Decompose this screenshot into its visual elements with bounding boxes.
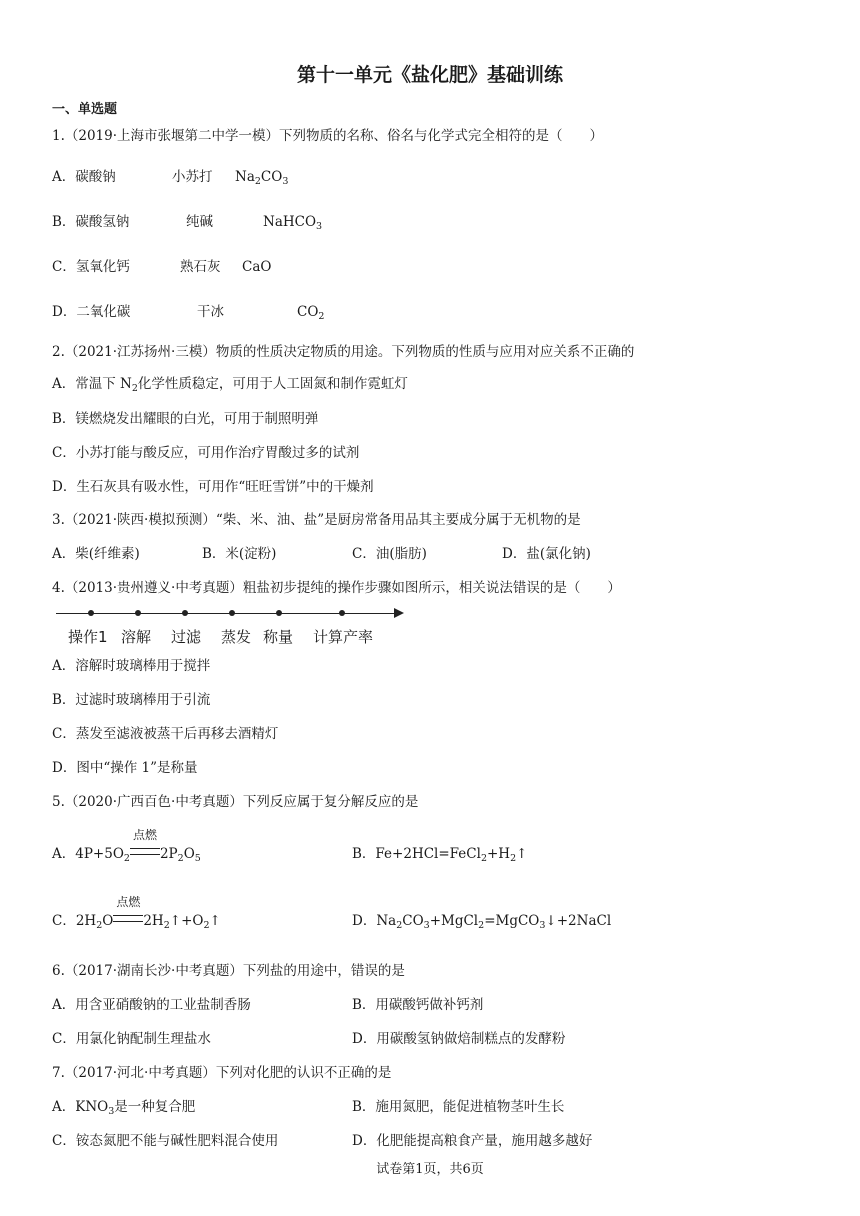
q3-option-a[interactable]: A．柴(纤维素) — [52, 546, 140, 562]
q6-option-d[interactable]: D．用碳酸氢钠做焙制糕点的发酵粉 — [352, 1031, 566, 1047]
section-heading: 一、单选题 — [52, 102, 118, 117]
flow-dot — [276, 610, 282, 616]
flow-step-label: 操作1 — [68, 628, 108, 646]
flow-arrow-line — [56, 613, 396, 614]
q5-option-a[interactable]: A．$4P+5O_2$ 点燃 $2P_2O_5$ — [52, 828, 201, 864]
q5-option-d[interactable]: D．$Na_2CO_3+MgCl_2=MgCO_3↓+2NaCl$ — [352, 913, 612, 931]
q5-option-b[interactable]: B．$Fe+2HCl=FeCl_2+H_2↑$ — [352, 846, 528, 864]
reaction-condition: 点燃 — [113, 912, 143, 930]
flow-dot — [135, 610, 141, 616]
q6-option-b[interactable]: B．用碳酸钙做补钙剂 — [352, 997, 484, 1013]
q2-option-b[interactable]: B．镁燃烧发出耀眼的白光，可用于制照明弹 — [52, 411, 319, 427]
q1-option-c-common-name: 熟石灰 — [180, 259, 221, 275]
flow-step-label: 过滤 — [171, 628, 202, 646]
q3-option-c[interactable]: C．油(脂肪) — [352, 546, 427, 562]
q2-option-a[interactable]: A．常温下 $N_2$化学性质稳定，可用于人工固氮和制作霓虹灯 — [52, 376, 408, 394]
q1-option-b-formula: NaHCO$_3$ — [263, 214, 323, 232]
q4-option-d[interactable]: D．图中“操作 1”是称量 — [52, 760, 198, 776]
flow-step-label: 计算产率 — [313, 628, 374, 646]
q1-option-a-common-name: 小苏打 — [172, 169, 213, 185]
q2-option-c[interactable]: C．小苏打能与酸反应，可用作治疗胃酸过多的试剂 — [52, 445, 360, 461]
question-1-stem: 1.（2019·上海市张堰第二中学一模）下列物质的名称、俗名与化学式完全相符的是（ ） — [52, 128, 604, 144]
q2-option-d[interactable]: D．生石灰具有吸水性，可用作“旺旺雪饼”中的干燥剂 — [52, 479, 374, 495]
question-2-stem: 2.（2021·江苏扬州·三模）物质的性质决定物质的用途。下列物质的性质与应用对应关系不正确的 — [52, 344, 635, 360]
q7-option-d[interactable]: D．化肥能提高粮食产量，施用越多越好 — [352, 1133, 593, 1149]
q6-option-c[interactable]: C．用氯化钠配制生理盐水 — [52, 1031, 211, 1047]
flow-step-label: 称量 — [263, 628, 294, 646]
q1-option-d-common-name: 干冰 — [197, 304, 224, 320]
q4-option-c[interactable]: C．蒸发至滤液被蒸干后再移去酒精灯 — [52, 726, 279, 742]
q6-option-a[interactable]: A．用含亚硝酸钠的工业盐制香肠 — [52, 997, 251, 1013]
q4-option-b[interactable]: B．过滤时玻璃棒用于引流 — [52, 692, 211, 708]
q7-option-c[interactable]: C．铵态氮肥不能与碱性肥料混合使用 — [52, 1133, 279, 1149]
q3-option-d[interactable]: D．盐(氯化钠) — [502, 546, 591, 562]
flow-dot — [182, 610, 188, 616]
q1-option-b-common-name: 纯碱 — [186, 214, 213, 230]
question-5-stem: 5.（2020·广西百色·中考真题）下列反应属于复分解反应的是 — [52, 794, 419, 810]
q1-option-d-formula: $CO_2$ — [297, 304, 325, 322]
reaction-condition: 点燃 — [130, 845, 160, 863]
q7-option-b[interactable]: B．施用氮肥，能促进植物茎叶生长 — [352, 1099, 565, 1115]
q7-option-a[interactable]: A．$KNO_3$是一种复合肥 — [52, 1099, 196, 1117]
question-4-stem: 4.（2013·贵州遵义·中考真题）粗盐初步提纯的操作步骤如图所示，相关说法错误的是（ ） — [52, 580, 621, 596]
flow-dot — [229, 610, 235, 616]
q5-option-c[interactable]: C．$2H_2O$ 点燃 $2H_2↑+O_2↑$ — [52, 895, 221, 931]
q1-option-c-formula: CaO — [242, 259, 272, 275]
flow-dot — [88, 610, 94, 616]
question-3-stem: 3.（2021·陕西·模拟预测）“柴、米、油、盐”是厨房常备用品其主要成分属于无机物的是 — [52, 512, 581, 528]
page-footer: 试卷第1页，共6页 — [376, 1162, 484, 1177]
flow-arrowhead-icon — [394, 608, 404, 618]
flow-step-label: 溶解 — [121, 628, 152, 646]
flow-step-label: 蒸发 — [221, 628, 252, 646]
question-6-stem: 6.（2017·湖南长沙·中考真题）下列盐的用途中，错误的是 — [52, 963, 405, 979]
q4-option-a[interactable]: A．溶解时玻璃棒用于搅拌 — [52, 658, 211, 674]
question-7-stem: 7.（2017·河北·中考真题）下列对化肥的认识不正确的是 — [52, 1065, 392, 1081]
q3-option-b[interactable]: B．米(淀粉) — [202, 546, 277, 562]
page-title: 第十一单元《盐化肥》基础训练 — [296, 64, 563, 86]
q1-option-a-formula: $Na_2CO_3$ — [235, 169, 289, 187]
q1-option-a[interactable]: A．碳酸钠 — [52, 169, 116, 185]
q1-option-c[interactable]: C．氢氧化钙 — [52, 259, 130, 275]
q1-option-b[interactable]: B．碳酸氢钠 — [52, 214, 130, 230]
q1-option-d[interactable]: D．二氧化碳 — [52, 304, 131, 320]
flow-dot — [339, 610, 345, 616]
